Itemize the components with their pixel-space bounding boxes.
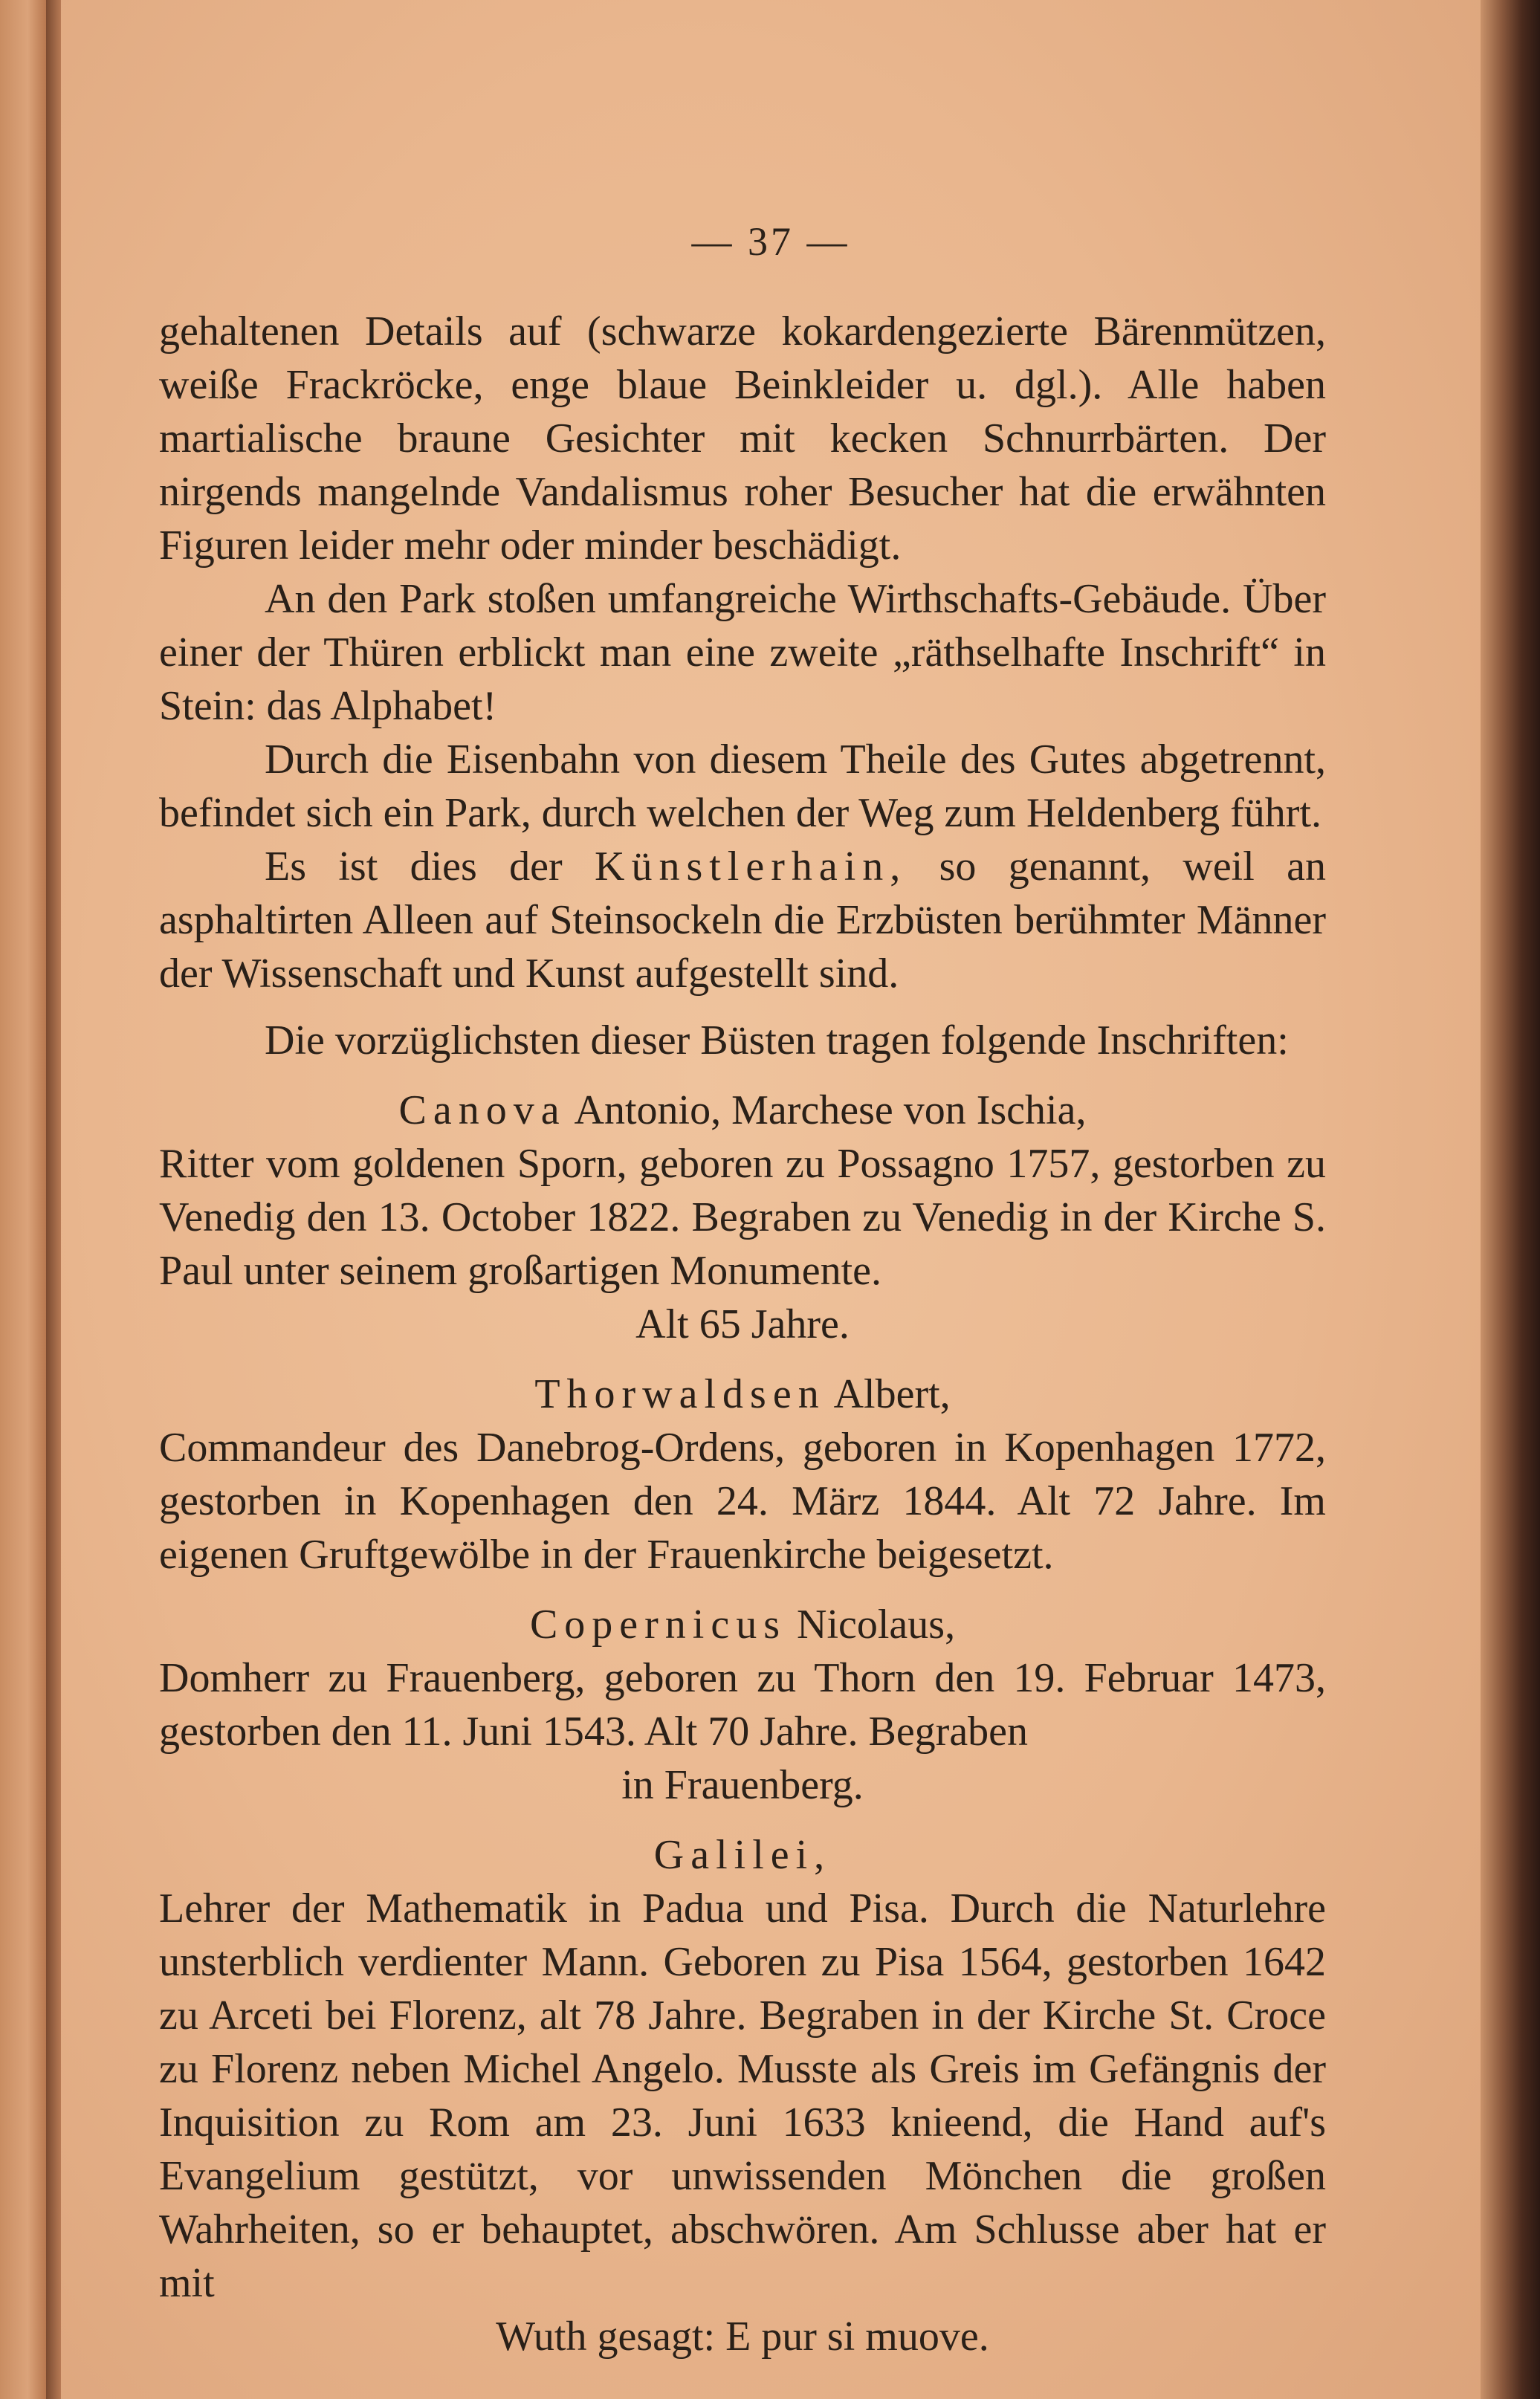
- paragraph-5: Die vorzüglichsten dieser Büsten tragen folgende Inschriften:: [265, 1017, 1289, 1063]
- bust-name-canova: Canova: [398, 1087, 566, 1133]
- bust-text-canova: Ritter vom goldenen Sporn, geboren zu Possagno 1757, gestorben zu Venedig den 13. October 1822. Begraben zu Venedig in der Kirche S. Paul unter seinem großartigen Monumente.: [159, 1141, 1326, 1294]
- previous-page-edge: [0, 0, 46, 2399]
- bust-heading-copernicus: [159, 1598, 1326, 1651]
- bust-name-thorwaldsen: Thorwaldsen: [534, 1371, 826, 1417]
- bust-name-galilei: Galilei,: [653, 1832, 832, 1878]
- bust-name-rest-canova: Antonio, Marchese von Ischia,: [574, 1087, 1087, 1133]
- bust-text-galilei: Lehrer der Mathematik in Padua und Pisa. Durch die Naturlehre unsterblich verdienter Mann. Geboren zu Pisa 1564, gestorben 1642 zu Arceti bei Florenz, alt 78 Jahre. Begraben in der Kirche St. Croce zu Florenz neben Michel Angelo. Musste als Greis im Gefängnis der Inquisition zu Rom am 23. Juni 1633 knieend, die Hand auf's Evangelium gestützt, vor unwissenden Mönchen die großen Wahrheiten, so er behauptet, abschwören. Am Schlusse aber hat er mit: [159, 1885, 1326, 2306]
- page-right-edge: [1481, 0, 1540, 2399]
- paragraph-2: An den Park stoßen umfangreiche Wirthschafts-Gebäude. Über einer der Thüren erblickt man eine zweite „räthselhafte Inschrift“ in Stein: das Alphabet!: [159, 576, 1326, 729]
- bust-name-rest-thorwaldsen: Albert,: [833, 1371, 951, 1417]
- bust-text-thorwaldsen: Commandeur des Danebrog-Ordens, geboren in Kopenhagen 1772, gestorben in Kopenhagen den 24. März 1844. Alt 72 Jahre. Im eigenen Gruftgewölbe in der Frauenkirche beigesetzt.: [159, 1425, 1326, 1578]
- page-body: [159, 305, 1326, 2363]
- page-number: — 37 —: [691, 219, 850, 264]
- book-gutter: [46, 0, 61, 2399]
- kuenstlerhain-term: Künstlerhain,: [595, 844, 908, 890]
- bust-closing-canova: Alt 65 Jahre.: [635, 1301, 850, 1347]
- bust-heading-canova: [159, 1084, 1326, 1137]
- paragraph-4-start: Es ist dies der: [265, 844, 563, 890]
- bust-heading-thorwaldsen: [159, 1367, 1326, 1421]
- book-page: [61, 0, 1481, 2399]
- paragraph-4-end: so genannt, weil an asphaltirten Alleen auf Steinsockeln die Erzbüsten berühmter Männer der Wissenschaft und Kunst aufgestellt sind.: [159, 844, 1326, 997]
- bust-closing-copernicus: in Frauenberg.: [621, 1762, 864, 1808]
- bust-name-copernicus: Copernicus: [529, 1602, 786, 1648]
- bust-closing-galilei: Wuth gesagt: E pur si muove.: [496, 2314, 989, 2360]
- paragraph-4: [159, 840, 1326, 1000]
- bust-text-copernicus: Domherr zu Frauenberg, geboren zu Thorn den 19. Februar 1473, gestorben den 11. Juni 1543. Alt 70 Jahre. Begraben: [159, 1655, 1326, 1755]
- paragraph-3: Durch die Eisenbahn von diesem Theile des Gutes abgetrennt, befindet sich ein Park, durch welchen der Weg zum Heldenberg führt.: [159, 736, 1326, 836]
- paragraph-1: gehaltenen Details auf (schwarze kokardengezierte Bärenmützen, weiße Frackröcke, enge blaue Beinkleider u. dgl.). Alle haben martialische braune Gesichter mit kecken Schnurrbärten. Der nirgends mangelnde Vandalismus roher Besucher hat die erwähnten Figuren leider mehr oder minder beschädigt.: [159, 308, 1326, 569]
- bust-name-rest-copernicus: Nicolaus,: [797, 1602, 956, 1648]
- bust-heading-galilei: [159, 1828, 1326, 1882]
